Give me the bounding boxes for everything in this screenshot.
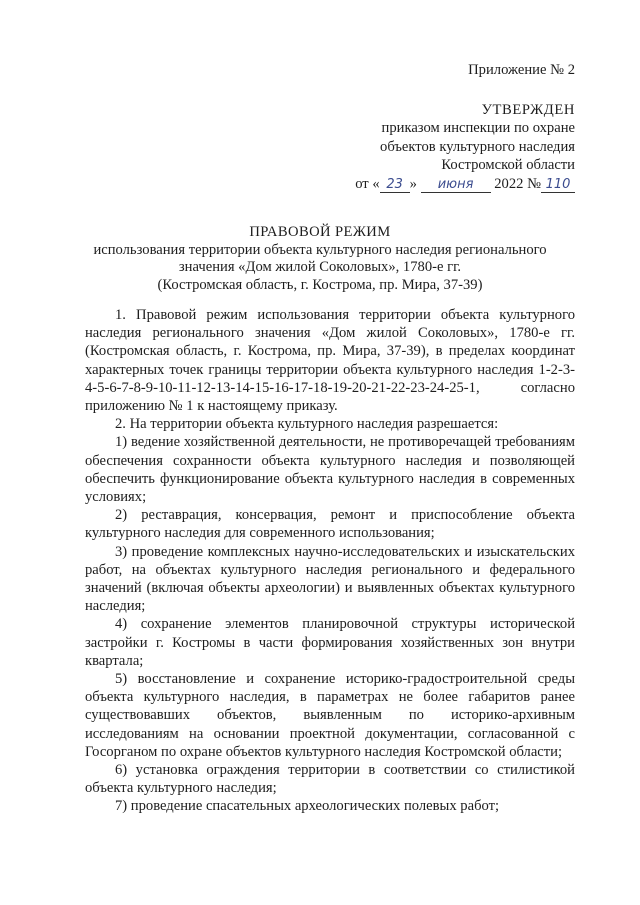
- document-title: ПРАВОВОЙ РЕЖИМ: [249, 224, 391, 240]
- item-7: 7) проведение спасательных археологических полевых работ;: [115, 798, 500, 815]
- order-mid: »: [409, 175, 417, 192]
- title-line-2: значения «Дом жилой Соколовых», 1780-е гг.: [178, 259, 462, 276]
- approval-heading: УТВЕРЖДЕН: [481, 102, 575, 118]
- paragraph-2: 2. На территории объекта культурного наследия разрешается:: [115, 416, 499, 433]
- title-line-1: использования территории объекта культурного наследия регионального: [93, 241, 547, 258]
- appendix-label: Приложение № 2: [468, 62, 575, 78]
- item-3: 3) проведение комплексных научно-исследовательских и изыскательских работ, на объектах культурного наследия регионального и федерального значений (включая объекты археологии) и выявленных объектах культурного наследия;: [85, 543, 575, 615]
- document-body: [85, 306, 575, 816]
- item-2: 2) реставрация, консервация, ремонт и приспособление объекта культурного наследия для современного использования;: [85, 507, 575, 542]
- approval-block: [355, 101, 575, 193]
- order-prefix: от «: [355, 175, 380, 192]
- paragraph-1: 1. Правовой режим использования территории объекта культурного наследия регионального значения «Дом жилой Соколовых», 1780-е гг. (Костромская область, г. Кострома, пр. Мира, 37-39), в пределах координат характерных точек границы территории объекта культурного наследия 1-2-3-4-5-6-7-8-9-10-11-12-13-14-15-16-17-18-19-20-21-22-23-24-25-1, согласно приложению № 1 к настоящему приказу.: [85, 307, 575, 415]
- order-number-handwritten: 110: [541, 177, 575, 193]
- order-month-handwritten: июня: [421, 177, 491, 193]
- approval-line-3: Костромской области: [441, 157, 575, 174]
- item-5: 5) восстановление и сохранение историко-градостроительной среды объекта культурного наследия, в параметрах не более габаритов ранее существовавших объектов, выявленным по историко-архивным исследованиям на основании проектной документации, согласованной с Госорганом по охране объектов культурного наследия Костромской области;: [85, 671, 575, 760]
- approval-line-1: приказом инспекции по охране: [381, 120, 575, 137]
- item-1: 1) ведение хозяйственной деятельности, не противоречащей требованиям обеспечения сохранности объекта культурного наследия и позволяющей обеспечить функционирование объекта культурного наследия в современных условиях;: [85, 434, 575, 506]
- title-line-3: (Костромская область, г. Кострома, пр. Мира, 37-39): [157, 276, 483, 293]
- order-date-line: [355, 175, 575, 193]
- item-4: 4) сохранение элементов планировочной структуры исторической застройки г. Костромы в части формирования хозяйственных зон внутри квартала;: [85, 616, 575, 669]
- order-year: 2022 №: [494, 175, 541, 192]
- approval-line-2: объектов культурного наследия: [380, 138, 575, 155]
- order-day-handwritten: 23: [380, 177, 410, 193]
- title-block: [60, 224, 580, 294]
- item-6: 6) установка ограждения территории в соответствии со стилистикой объекта культурного наследия;: [85, 762, 575, 797]
